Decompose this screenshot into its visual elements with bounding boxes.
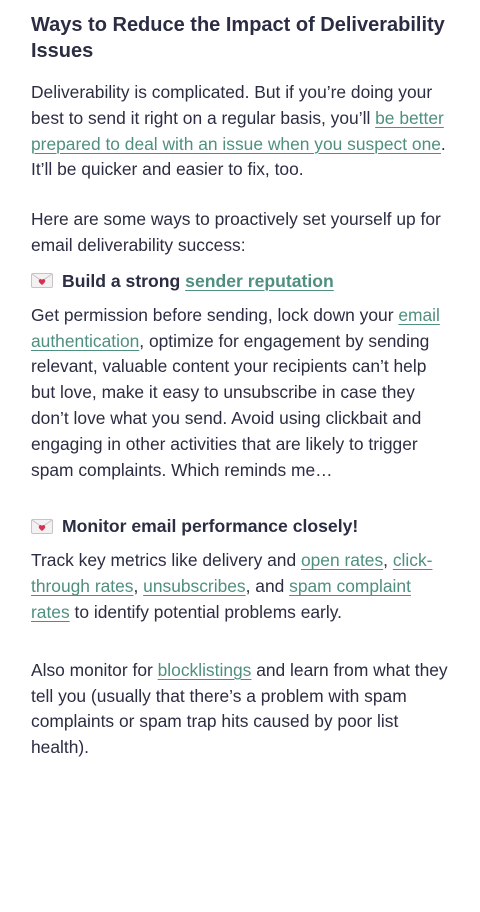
envelope-heart-icon <box>31 273 53 288</box>
click-through-rates-link[interactable]: click-through rates <box>31 550 433 597</box>
metrics-text-2: , <box>383 550 393 571</box>
metrics-text-4: , and <box>245 576 290 597</box>
article-title: Ways to Reduce the Impact of Deliverability Issues <box>31 14 445 62</box>
open-rates-link[interactable]: open rates <box>300 550 384 571</box>
blocklist-text-1: Also monitor for <box>31 659 158 680</box>
intro-text-2: . It’ll be quicker and easier to fix, too. <box>31 133 446 180</box>
metrics-text-3: , <box>133 576 144 597</box>
reputation-text-1: Get permission before sending, lock down your <box>31 304 399 325</box>
metrics-text-1: Track key metrics like delivery and <box>31 550 301 571</box>
section-heading-text: Build a strong <box>62 270 186 291</box>
blocklist-text-2: and learn from what they tell you (usually that there’s a problem with spam complaints or spam trap hits caused by poor list health). <box>31 659 448 758</box>
envelope-heart-icon <box>31 519 53 534</box>
reputation-text-2: , optimize for engagement by sending relevant, valuable content your recipients can’t help but love, make it easy to unsubscribe in case they don’t love what you send. Avoid using clickbait and engaging in other activities that are likely to trigger spam complaints. Which reminds me… <box>31 330 430 480</box>
unsubscribes-link[interactable]: unsubscribes <box>143 576 246 597</box>
lead-paragraph: Here are some ways to proactively set yourself up for email deliverability success: <box>31 209 441 255</box>
metrics-text-5: to identify potential problems early. <box>69 601 342 622</box>
intro-text-1: Deliverability is complicated. But if you’re doing your best to send it right on a regular basis, you’ll <box>31 82 433 128</box>
metrics-paragraph <box>31 548 454 625</box>
blocklist-paragraph <box>31 658 454 761</box>
section-heading-reputation <box>31 268 454 294</box>
intro-paragraph <box>31 80 454 183</box>
spam-complaint-rates-link[interactable]: spam complaint rates <box>31 576 411 622</box>
reputation-paragraph <box>31 303 454 484</box>
sender-reputation-link[interactable]: sender reputation <box>185 270 334 291</box>
section-heading-text: Monitor email performance closely! <box>62 516 359 537</box>
blocklistings-link[interactable]: blocklistings <box>157 659 252 680</box>
email-authentication-link[interactable]: email authentication <box>31 304 440 351</box>
intro-link[interactable]: be better prepared to deal with an issue when you suspect one <box>31 107 444 154</box>
section-heading-monitor <box>31 513 454 539</box>
